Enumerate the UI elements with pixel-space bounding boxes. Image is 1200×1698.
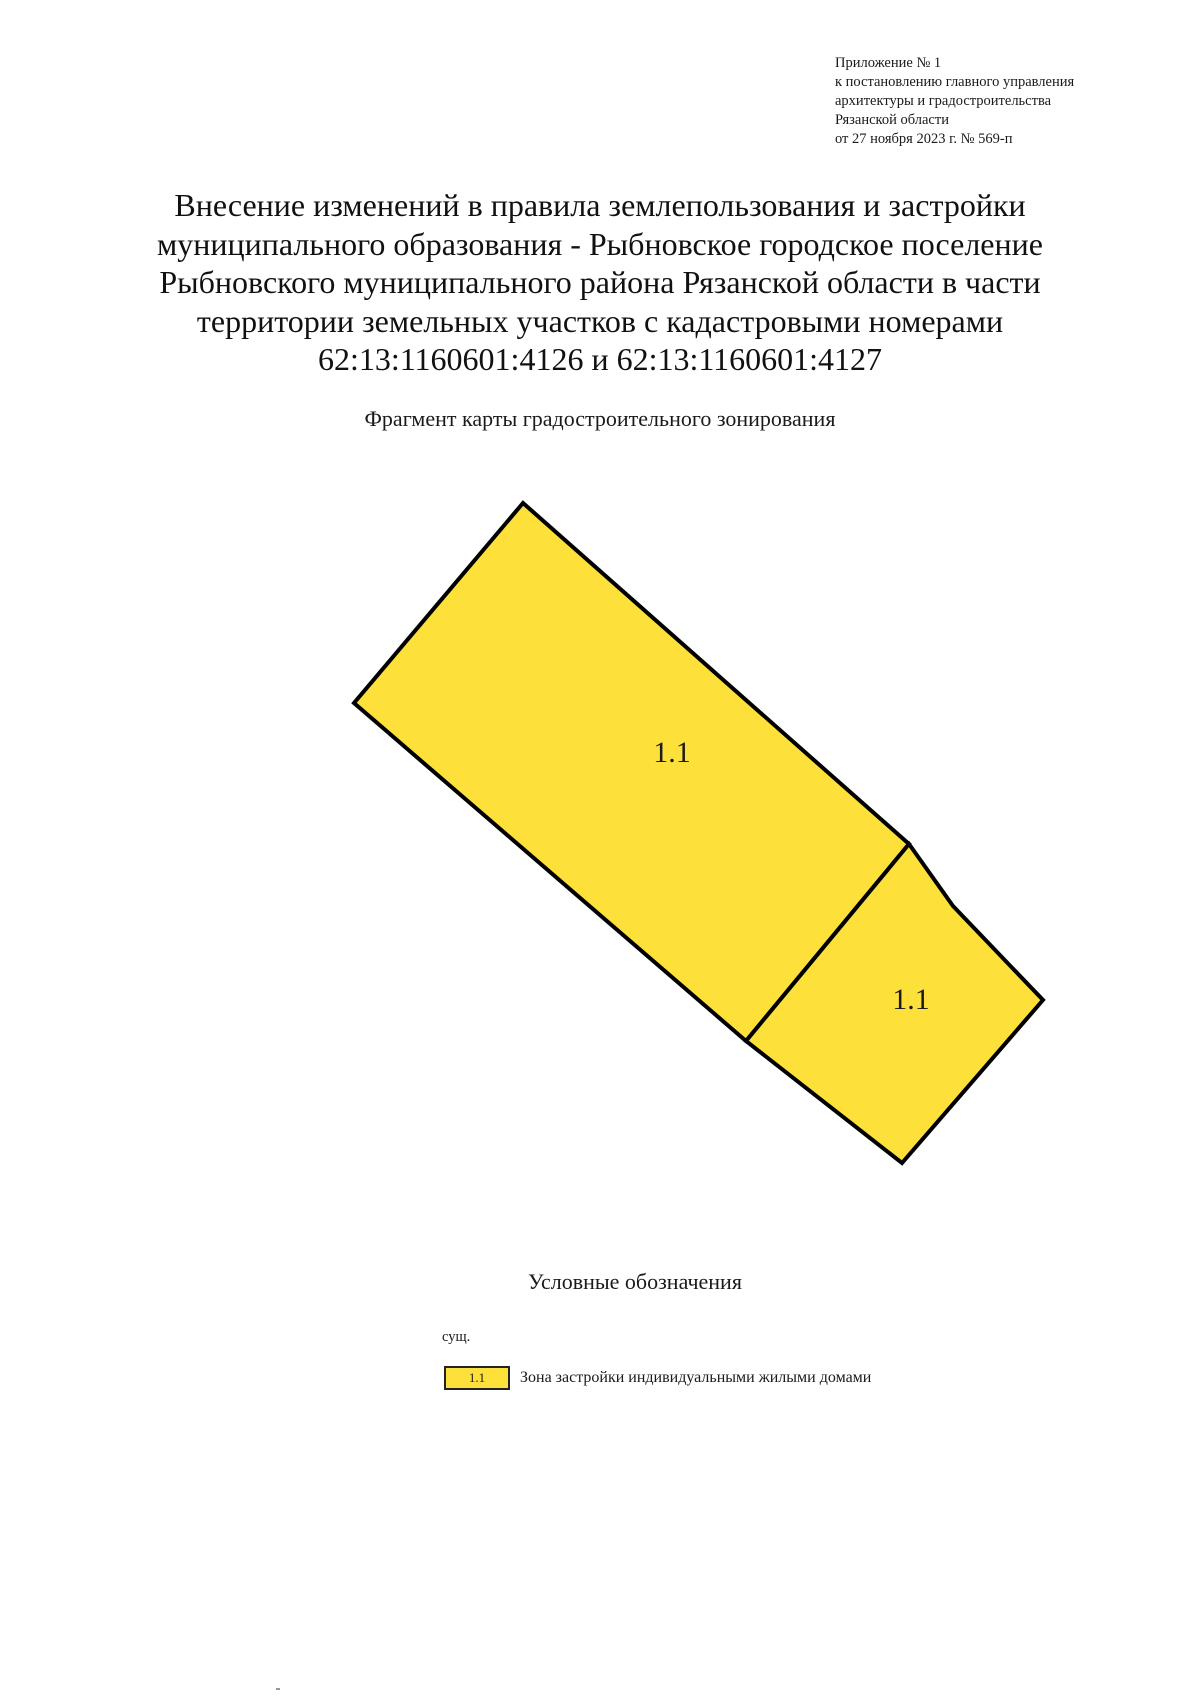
scan-mark	[276, 1688, 280, 1690]
parcel-label-small: 1.1	[892, 983, 930, 1016]
legend-item-label: Зона застройки индивидуальными жилыми домами	[520, 1369, 872, 1386]
title-line: Рыбновского муниципального района Рязанской области в части	[159, 264, 1041, 300]
appendix-line: Рязанской области	[835, 112, 949, 128]
appendix-line: к постановлению главного управления	[835, 74, 1075, 90]
title-line: Внесение изменений в правила землепользования и застройки	[174, 187, 1026, 223]
parcel-label-large: 1.1	[653, 736, 691, 769]
legend-title: Условные обозначения	[528, 1269, 742, 1294]
legend-item	[444, 1366, 871, 1390]
title-line: территории земельных участков с кадастровыми номерами	[196, 302, 1004, 339]
appendix-line: архитектуры и градостроительства	[835, 93, 1052, 109]
title-line: муниципального образования - Рыбновское городское поселение	[157, 225, 1043, 262]
appendix-line: от 27 ноября 2023 г. № 569-п	[835, 131, 1013, 147]
appendix-line: Приложение № 1	[835, 55, 942, 71]
title-line: 62:13:1160601:4126 и 62:13:1160601:4127	[317, 341, 883, 377]
legend-swatch	[444, 1366, 510, 1390]
map-subtitle: Фрагмент карты градостроительного зонирования	[364, 406, 836, 431]
legend-swatch-code: 1.1	[468, 1370, 486, 1385]
legend-group-label: сущ.	[442, 1329, 471, 1345]
